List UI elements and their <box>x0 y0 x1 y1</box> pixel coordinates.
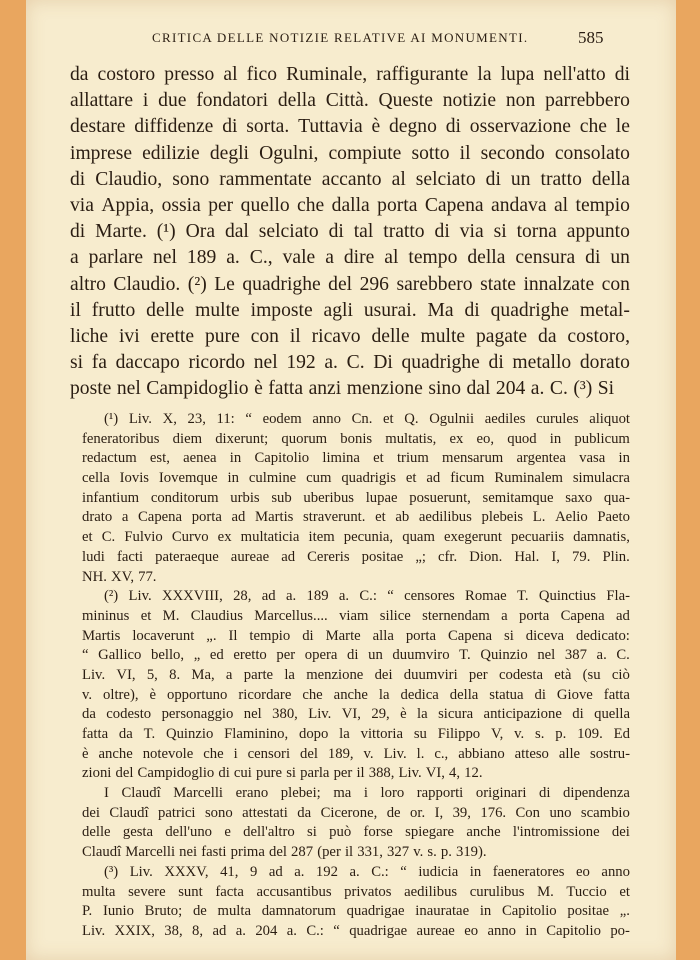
footnote-line: (¹) Liv. X, 23, 11: “ eodem anno Cn. et Q. Ogulnii aediles curules aliquot <box>104 411 630 427</box>
text-line: via Appia, ossia per quello che dalla porta Capena andava al tempio <box>70 194 630 216</box>
text-line: di Marte. (¹) Ora dal selciato di tal tratto di via si torna appunto <box>70 221 630 243</box>
footnote-line: drato a Capena porta ad Martis straverunt. et ab aedilibus plebeis L. Aelio Paeto <box>82 509 630 526</box>
text-line: allattare i due fondatori della Città. Queste notizie non parrebbero <box>70 90 630 112</box>
text-line: si fa daccapo ricordo nel 192 a. C. Di quadrighe di metallo dorato <box>70 352 630 374</box>
main-text <box>70 62 630 402</box>
page-header <box>26 28 676 52</box>
footnote-line: multa severe sunt facta accusantibus privatos aedilibus curulibus M. Tuccio et <box>82 883 630 900</box>
footnote-line: dei Claudî patrici sono attestati da Cicerone, de or. I, 39, 176. Con uno scambio <box>82 804 630 821</box>
book-page <box>26 0 676 960</box>
footnote-line: Claudî Marcelli nei fasti prima del 287 (per il 331, 327 v. s. p. 319). <box>82 844 487 861</box>
footnote-line: fatta da T. Quinzio Flaminino, dopo la vittoria su Filippo V, v. s. p. 109. Ed <box>82 726 630 742</box>
footnotes <box>82 410 630 942</box>
text-line: poste nel Campidoglio è fatta anzi menzione sino dal 204 a. C. (³) Si <box>70 378 615 400</box>
text-line: il frutto delle multe imposte agli usurai. Ma di quadrighe metal- <box>70 299 630 321</box>
text-line: liche ivi erette pure con il ricavo delle multe pagate da costoro, <box>70 325 630 347</box>
footnote-line: (²) Liv. XXXVIII, 28, ad a. 189 a. C.: “ censores Romae T. Quinctius Fla- <box>104 588 630 605</box>
text-line: imprese edilizie degli Ogulni, compiute sotto il secondo consolato <box>70 142 630 164</box>
footnote-line: Martis locaverunt „. Il tempio di Marte alla porta Capena si diceva dedicato: <box>82 627 630 644</box>
footnote-line: delle gesta dell'uno e dell'altro si può forse spiegare anche l'intromissione dei <box>82 824 630 841</box>
footnote-line: NH. XV, 77. <box>82 568 157 585</box>
text-line: a parlare nel 189 a. C., vale a dire al tempo della censura di un <box>70 247 630 269</box>
footnote-line: et C. Fulvio Curvo ex multaticia item pecunia, quam exegerunt pecuariis damnatis, <box>82 529 630 546</box>
footnote-line: Liv. XXIX, 38, 8, ad a. 204 a. C.: “ quadrigae aureae eo anno in Capitolio po- <box>82 922 630 939</box>
text-line: destare diffidenze di sorta. Tuttavia è degno di osservazione che le <box>70 116 630 138</box>
footnote-line: (³) Liv. XXXV, 41, 9 ad a. 192 a. C.: “ iudicia in faeneratores eo anno <box>104 863 630 880</box>
text-line: da costoro presso al fico Ruminale, raffigurante la lupa nell'atto di <box>70 64 630 85</box>
footnote-line: è anche notevole che i censori del 189, v. Liv. l. c., abbiano atteso alle sostru- <box>82 745 630 762</box>
footnote-line: ludi facti pateraeque aureae ad Cereris positae „; cfr. Dion. Hal. I, 79. Plin. <box>82 548 630 565</box>
footnote-line: I Claudî Marcelli erano plebei; ma i loro rapporti originari di dipendenza <box>104 785 630 802</box>
text-line: di Claudio, sono rammentate accanto al selciato di un tratto della <box>70 168 630 190</box>
footnote-line: “ Gallico bello, „ ed eretto per opera di un duumviro T. Quinzio nel 387 a. C. <box>82 647 630 664</box>
footnote-line: da codesto personaggio nel 380, Liv. VI, 29, è la sicura anticipazione di quella <box>82 706 630 723</box>
page-number: 585 <box>578 28 604 47</box>
footnote-line: infantium conditorum urbis sub uberibus lupae posuerunt, semitamque saxo qua- <box>82 489 630 506</box>
footnote-line: cella Iovis Iovemque in culmine cum quadrigis et ad ficum Ruminalem simulacra <box>82 470 630 487</box>
footnote-line: mininus et M. Claudius Marcellus.... viam silice sternendam a porta Capena ad <box>82 607 630 624</box>
footnote-line: Liv. VI, 5, 8. Ma, a parte la menzione dei duumviri per codesta età (su ciò <box>82 666 630 683</box>
footnote-line: P. Iunio Bruto; de multa damnatorum quadrigae inauratae in Capitolio positae „. <box>82 903 630 920</box>
footnote-line: redactum est, aenea in Capitolio limina et trium mensarum argentea vasa in <box>82 450 630 467</box>
text-line: altro Claudio. (²) Le quadrighe del 296 sarebbero state innalzate con <box>70 273 630 295</box>
footnote-line: zioni del Campidoglio di cui pure si parla per il 388, Liv. VI, 4, 12. <box>82 765 483 782</box>
footnote-line: v. oltre), è opportuno ricordare che anche la dedica della statua di Giove fatta <box>82 686 630 703</box>
footnote-line: feneratoribus diem dixerunt; quorum bonis multatis, ex eo, quod in publicum <box>82 430 630 447</box>
running-head: CRITICA DELLE NOTIZIE RELATIVE AI MONUMENTI. <box>152 30 529 45</box>
